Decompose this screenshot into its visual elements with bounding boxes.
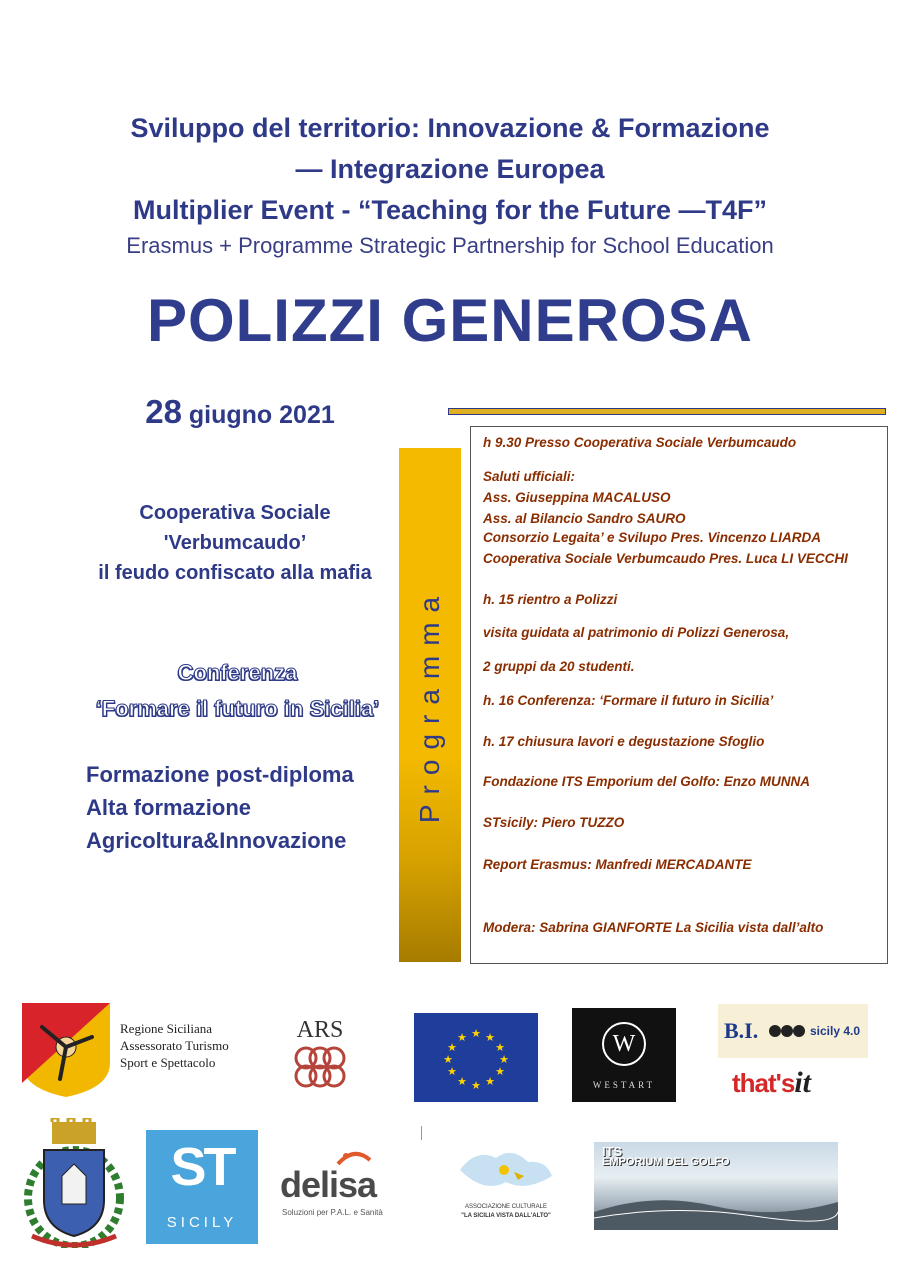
thatsit-logo [732, 1066, 811, 1100]
program-line: h 9.30 Presso Cooperativa Sociale Verbumcaudo [483, 435, 797, 450]
delisa-text: delisa [280, 1164, 377, 1205]
polizzi-coat-of-arms [22, 1118, 126, 1248]
program-line: h. 16 Conferenza: ‘Formare il futuro in Sicilia’ [483, 693, 774, 708]
conference-title: ‘Formare il futuro in Sicilia’ [95, 696, 380, 721]
venue-line-1: Cooperativa Sociale [139, 502, 331, 524]
program-line: Cooperativa Sociale Verbumcaudo Pres. Luca LI VECCHI [483, 551, 848, 566]
training-line-2: Alta formazione [86, 795, 252, 820]
regione-text [120, 1020, 229, 1071]
training-block [86, 758, 354, 857]
conference-label: Conferenza [177, 660, 298, 685]
program-line: Report Erasmus: Manfredi MERCADANTE [483, 857, 752, 872]
svg-text:★: ★ [485, 1075, 495, 1088]
thatsit-text-a: that's [732, 1068, 795, 1098]
its-subtitle: EMPORIUM DEL GOLFO [602, 1156, 730, 1168]
svg-text:★: ★ [471, 1079, 481, 1092]
bio-dots-icon [768, 1024, 808, 1038]
delisa-logo [280, 1150, 394, 1220]
svg-text:★: ★ [485, 1031, 495, 1044]
event-date [100, 393, 380, 431]
eu-stars-icon [414, 1013, 538, 1102]
st-text: ST [170, 1137, 234, 1197]
header-line-1: Sviluppo del territorio: Innovazione & Formazione [130, 113, 770, 143]
venue-block [70, 498, 400, 588]
its-text: ITS [602, 1144, 623, 1159]
svg-text:★: ★ [495, 1065, 505, 1078]
venue-line-3: il feudo confiscato alla mafia [98, 562, 372, 584]
ars-logo [292, 1017, 348, 1095]
venue-line-2: 'Verbumcaudo’ [163, 532, 307, 554]
training-line-3: Agricoltura&Innovazione [86, 828, 347, 853]
delisa-subtitle: Soluzioni per P.A.L. e Sanità [282, 1208, 383, 1217]
program-line: Saluti ufficiali: [483, 469, 576, 484]
program-line: visita guidata al patrimonio di Polizzi Generosa, [483, 625, 790, 640]
header-line-3: Multiplier Event - “Teaching for the Future —T4F” [132, 195, 768, 225]
bio-sub: sicily 4.0 [810, 1024, 861, 1038]
programma-label-wrap [399, 448, 461, 962]
regione-line-1: Regione Siciliana [120, 1021, 213, 1036]
header-line-4: Erasmus + Programme Strategic Partnership for School Education [126, 233, 774, 258]
svg-text:★: ★ [471, 1027, 481, 1040]
bio-text: B.I. [724, 1018, 759, 1043]
programma-label: Programma [414, 586, 446, 824]
program-line: Modera: Sabrina GIANFORTE La Sicilia vista dall’alto [483, 920, 824, 935]
date-day: 28 [145, 393, 182, 430]
map-silhouette-icon [456, 1142, 556, 1198]
coat-of-arms-icon [22, 1118, 126, 1248]
svg-text:★: ★ [495, 1041, 505, 1054]
page-title: POLIZZI GENEROSA [146, 287, 754, 354]
program-line: Ass. Giuseppina MACALUSO [483, 490, 671, 505]
regione-sicilia-logo [22, 1003, 110, 1097]
westart-logo [572, 1008, 676, 1102]
conference-block [70, 655, 405, 727]
svg-text:★: ★ [443, 1053, 453, 1066]
svg-text:★: ★ [499, 1053, 509, 1066]
its-emporium-logo [594, 1142, 838, 1230]
training-line-1: Formazione post-diploma [86, 762, 354, 787]
westart-w-icon: W [602, 1022, 646, 1066]
svg-text:★: ★ [447, 1041, 457, 1054]
svg-text:★: ★ [447, 1065, 457, 1078]
program-line: h. 15 rientro a Polizzi [483, 592, 618, 607]
program-line: h. 17 chiusura lavori e degustazione Sfoglio [483, 734, 765, 749]
st-sicily-text: SICILY [166, 1214, 238, 1231]
header-line-2: — Integrazione Europea [295, 154, 605, 184]
regione-line-3: Sport e Spettacolo [120, 1055, 216, 1070]
assoc-line-1: ASSOCIAZIONE CULTURALE [465, 1204, 547, 1210]
program-line: Consorzio Legaita’ e Svilupo Pres. Vincenzo LIARDA [483, 530, 822, 545]
st-sicily-logo [146, 1130, 258, 1244]
westart-text: WESTART [592, 1080, 656, 1090]
decorative-rule [448, 408, 886, 415]
ars-text: ARS [296, 1017, 344, 1043]
program-line: 2 gruppi da 20 studenti. [483, 659, 635, 674]
event-header [0, 108, 900, 261]
assoc-line-2: "LA SICILIA VISTA DALL'ALTO" [461, 1213, 551, 1219]
bio-sicily-logo [718, 1004, 868, 1058]
eu-flag-logo [414, 1013, 538, 1102]
svg-text:★: ★ [457, 1075, 467, 1088]
sicilia-vista-logo [456, 1142, 556, 1226]
divider [421, 1126, 422, 1140]
thatsit-text-b: it [794, 1066, 811, 1099]
svg-text:★: ★ [457, 1031, 467, 1044]
coastline-icon [594, 1182, 838, 1230]
program-line: Fondazione ITS Emporium del Golfo: Enzo MUNNA [483, 774, 810, 789]
ars-emblem-icon [292, 1044, 348, 1090]
regione-line-2: Assessorato Turismo [120, 1038, 229, 1053]
date-month-year: giugno 2021 [188, 401, 335, 429]
trinacria-shield-icon [22, 1003, 110, 1097]
program-line: Ass. al Bilancio Sandro SAURO [483, 511, 686, 526]
program-line: STsicily: Piero TUZZO [483, 815, 625, 830]
